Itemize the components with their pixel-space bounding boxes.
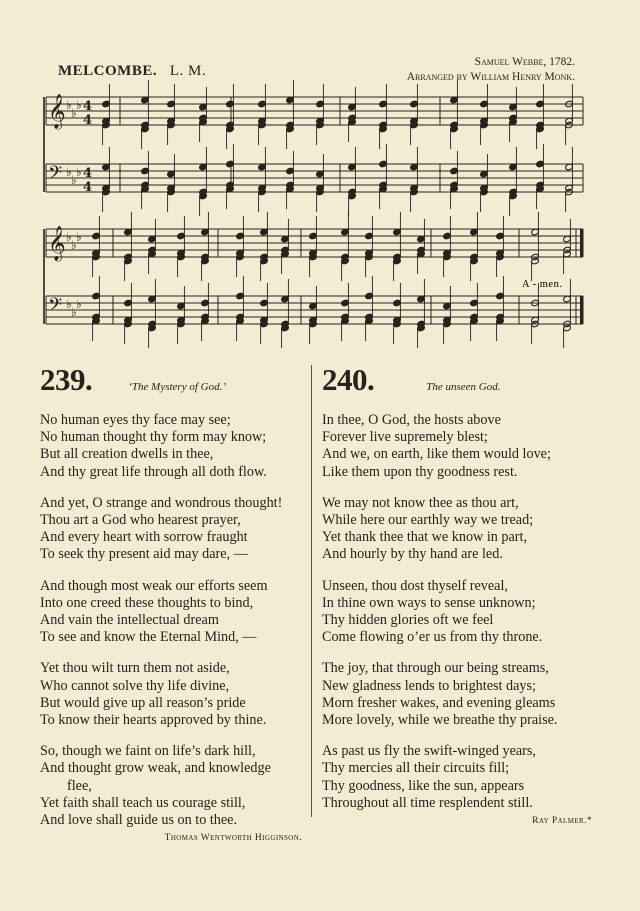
verse-line: Yet faith shall teach us courage still, (40, 794, 246, 811)
flat-icon: ♭ (76, 165, 82, 179)
verse-line: As past us fly the swift-winged years, (322, 743, 536, 760)
verse-line: Yet thou wilt turn them not aside, (40, 660, 230, 677)
treble-clef-icon: 𝄞 (48, 226, 66, 261)
verse-line: To see and know the Eternal Mind, — (40, 629, 257, 646)
verse-line: And we, on earth, like them would love; (322, 446, 551, 463)
column-divider (311, 365, 312, 817)
hymn-author: Ray Palmer.* (532, 816, 592, 827)
flat-icon: ♭ (66, 98, 72, 112)
final-bar-line (580, 296, 583, 324)
verse-line: Throughout all time resplendent still. (322, 794, 533, 811)
hymn-title: ‘The Mystery of God.’ (128, 381, 227, 393)
stanza (40, 495, 302, 564)
verse-line: Morn fresher wakes, and evening gleams (322, 694, 556, 711)
verse-line: New gladness lends to brightest days; (322, 677, 536, 694)
hymn-number: 240. (322, 362, 375, 397)
verse-line: Like them upon thy goodness rest. (322, 463, 518, 480)
amen-lyric: A - men. (522, 279, 563, 290)
staff-lines (44, 94, 583, 324)
stanza (40, 578, 302, 647)
verse-line: And though most weak our efforts seem (40, 577, 268, 594)
verse-line: In thee, O God, the hosts above (322, 412, 501, 428)
hymn-heading (322, 362, 592, 398)
flat-icon: ♭ (76, 297, 82, 311)
treble-clef-icon: 𝄞 (48, 94, 66, 129)
stanza (40, 660, 302, 729)
hymn-title: The unseen God. (426, 381, 501, 393)
verse-line: Thou art a God who hearest prayer, (40, 512, 241, 529)
hymn-author: Thomas Wentworth Higginson. (164, 833, 302, 844)
verse-line: And thought grow weak, and knowledge (40, 760, 271, 777)
verse-line: The joy, that through our being streams, (322, 660, 549, 677)
music-score (0, 0, 640, 350)
verse-line: No human eyes thy face may see; (40, 412, 231, 428)
verse-line: Forever live supremely blest; (322, 429, 488, 446)
stanza (322, 743, 592, 812)
notes (92, 80, 574, 348)
flat-icon: ♭ (71, 106, 77, 120)
flat-icon: ♭ (71, 173, 77, 187)
verse-line: And love shall guide us on to thee. (40, 812, 238, 829)
verse-line: But would give up all reason’s pride (40, 694, 246, 711)
verse-line: To seek thy present aid may dare, — (40, 546, 248, 563)
hymn-number: 239. (40, 362, 93, 397)
tune-meter: L. M. (169, 63, 207, 79)
verse-line: And yet, O strange and wondrous thought! (40, 494, 283, 511)
time-signature-bottom: 4 (83, 180, 93, 195)
time-signature-top: 4 (83, 166, 93, 181)
flat-icon: ♭ (66, 230, 72, 244)
verse-line: Thy goodness, like the sun, appears (322, 777, 525, 794)
stanza (40, 743, 302, 829)
verse-line: Thy hidden glories oft we feel (322, 612, 494, 629)
verse-line: Who cannot solve thy life divine, (40, 677, 230, 694)
hymn-239 (40, 362, 302, 843)
verse-line: Unseen, thou dost thyself reveal, (322, 577, 508, 594)
time-signature-top: 4 (83, 99, 93, 114)
verse-line: But all creation dwells in thee, (40, 446, 214, 463)
flat-icon: ♭ (71, 305, 77, 319)
verse-line: More lovely, while we breathe thy praise. (322, 712, 558, 729)
verse-line: No human thought thy form may know; (40, 429, 267, 446)
verse-line: We may not know thee as thou art, (322, 494, 519, 511)
final-bar-line (580, 229, 583, 257)
stanza (322, 660, 592, 729)
verse-line: Yet thank thee that we know in part, (322, 529, 528, 546)
stanza (322, 412, 592, 481)
verse-line: Thy mercies all their circuits fill; (322, 760, 510, 777)
hymn-heading (40, 362, 302, 398)
tune-name: MELCOMBE. (58, 63, 158, 79)
stanza (40, 412, 302, 481)
flat-icon: ♭ (66, 165, 72, 179)
verse-line: Into one creed these thoughts to bind, (40, 594, 254, 611)
flat-icon: ♭ (76, 98, 82, 112)
bass-clef-icon: 𝄢 (48, 295, 63, 320)
verse-line-continuation: flee, (67, 777, 92, 794)
flat-icon: ♭ (66, 297, 72, 311)
verse-line: And every heart with sorrow fraught (40, 529, 248, 546)
stanza (322, 578, 592, 647)
flat-icon: ♭ (71, 238, 77, 252)
hymn-240 (322, 362, 592, 826)
verse-line: In thine own ways to sense unknown; (322, 594, 536, 611)
verse-line: So, though we faint on life’s dark hill, (40, 743, 256, 760)
verse-line: And thy great life through all doth flow. (40, 463, 267, 480)
verse-line: Come flowing o’er us from thy throne. (322, 629, 543, 646)
time-signature-bottom: 4 (83, 113, 93, 128)
flat-icon: ♭ (76, 230, 82, 244)
verse-line: While here our earthly way we tread; (322, 512, 534, 529)
verse-line: And vain the intellectual dream (40, 612, 219, 629)
verse-line: And hourly by thy hand are led. (322, 546, 503, 563)
bass-clef-icon: 𝄢 (48, 163, 63, 188)
stanza (322, 495, 592, 564)
composer-credit: Samuel Webbe, 1782. (474, 56, 575, 68)
verse-line: To know their hearts approved by thine. (40, 712, 267, 729)
arranger-credit: Arranged by William Henry Monk. (406, 71, 575, 83)
